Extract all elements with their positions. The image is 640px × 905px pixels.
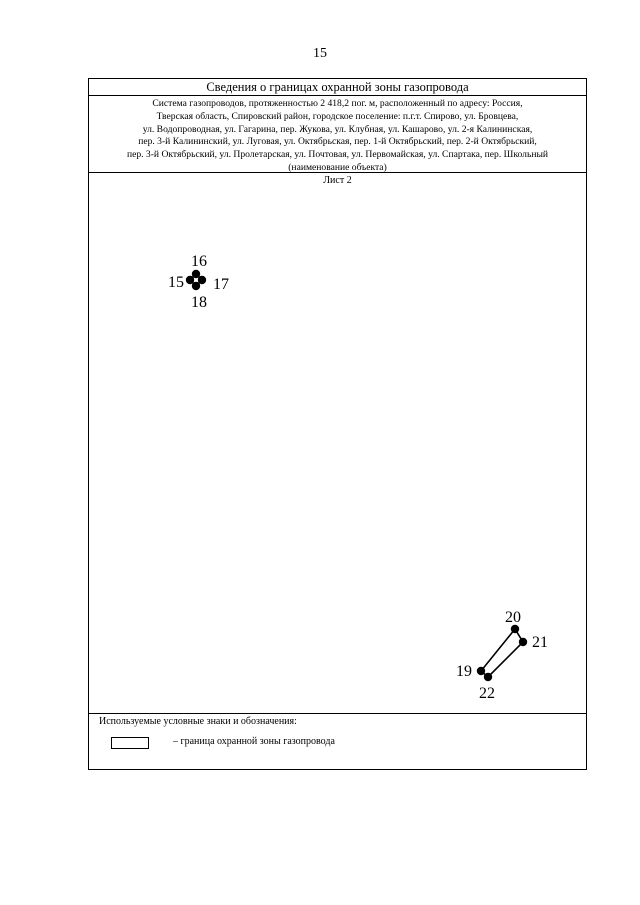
zone-boundary-symbol: [111, 737, 149, 749]
legend-item-text: – граница охранной зоны газопровода: [173, 736, 335, 747]
point-label-17: 17: [213, 276, 229, 293]
boundary-point-18: [192, 282, 200, 290]
sheet-label: Лист 2: [323, 175, 352, 186]
point-label-20: 20: [505, 609, 521, 626]
boundary-point-22: [484, 673, 492, 681]
point-label-19: 19: [456, 663, 472, 680]
boundary-point-21: [519, 638, 527, 646]
boundary-info-sheet: [88, 78, 587, 770]
boundary-point-17: [198, 276, 206, 284]
description-line: пер. 3-й Калининский, ул. Луговая, ул. Октябрьская, пер. 1-й Октябрьский, пер. 2-й Октябрьский,: [138, 136, 537, 148]
description-line: ул. Водопроводная, ул. Гагарина, пер. Жукова, ул. Клубная, ул. Кашарово, ул. 2-я Калининская,: [142, 123, 533, 135]
boundary-point-16: [192, 270, 200, 278]
boundary-point-19: [477, 667, 485, 675]
zone-contour-15-18: [168, 253, 229, 311]
point-label-21: 21: [532, 634, 548, 651]
boundary-point-20: [511, 625, 519, 633]
object-description: [89, 96, 586, 173]
zone-boundary-outline: [481, 629, 523, 677]
zone-contour-19-22: [456, 609, 548, 702]
point-label-15: 15: [168, 274, 184, 291]
zone-map: [89, 173, 586, 713]
object-name-caption: (наименование объекта): [288, 161, 387, 173]
page-number: 15: [313, 46, 327, 61]
legend-title: Используемые условные знаки и обозначения:: [99, 716, 297, 727]
description-line: Тверская область, Спировский район, городское поселение: п.г.т. Спирово, ул. Бровцева,: [156, 110, 519, 122]
boundary-point-15: [186, 276, 194, 284]
legend: [89, 713, 586, 770]
point-label-22: 22: [479, 685, 495, 702]
description-line: Система газопроводов, протяженностью 2 418,2 пог. м, расположенный по адресу: Россия,: [152, 98, 523, 109]
description-line: пер. 3-й Октябрьский, ул. Пролетарская, ул. Почтовая, ул. Первомайская, ул. Спартака, пер. Школьный: [126, 149, 549, 161]
point-label-16: 16: [191, 253, 207, 270]
sheet-title: Сведения о границах охранной зоны газопровода: [89, 79, 586, 96]
point-label-18: 18: [191, 294, 207, 311]
